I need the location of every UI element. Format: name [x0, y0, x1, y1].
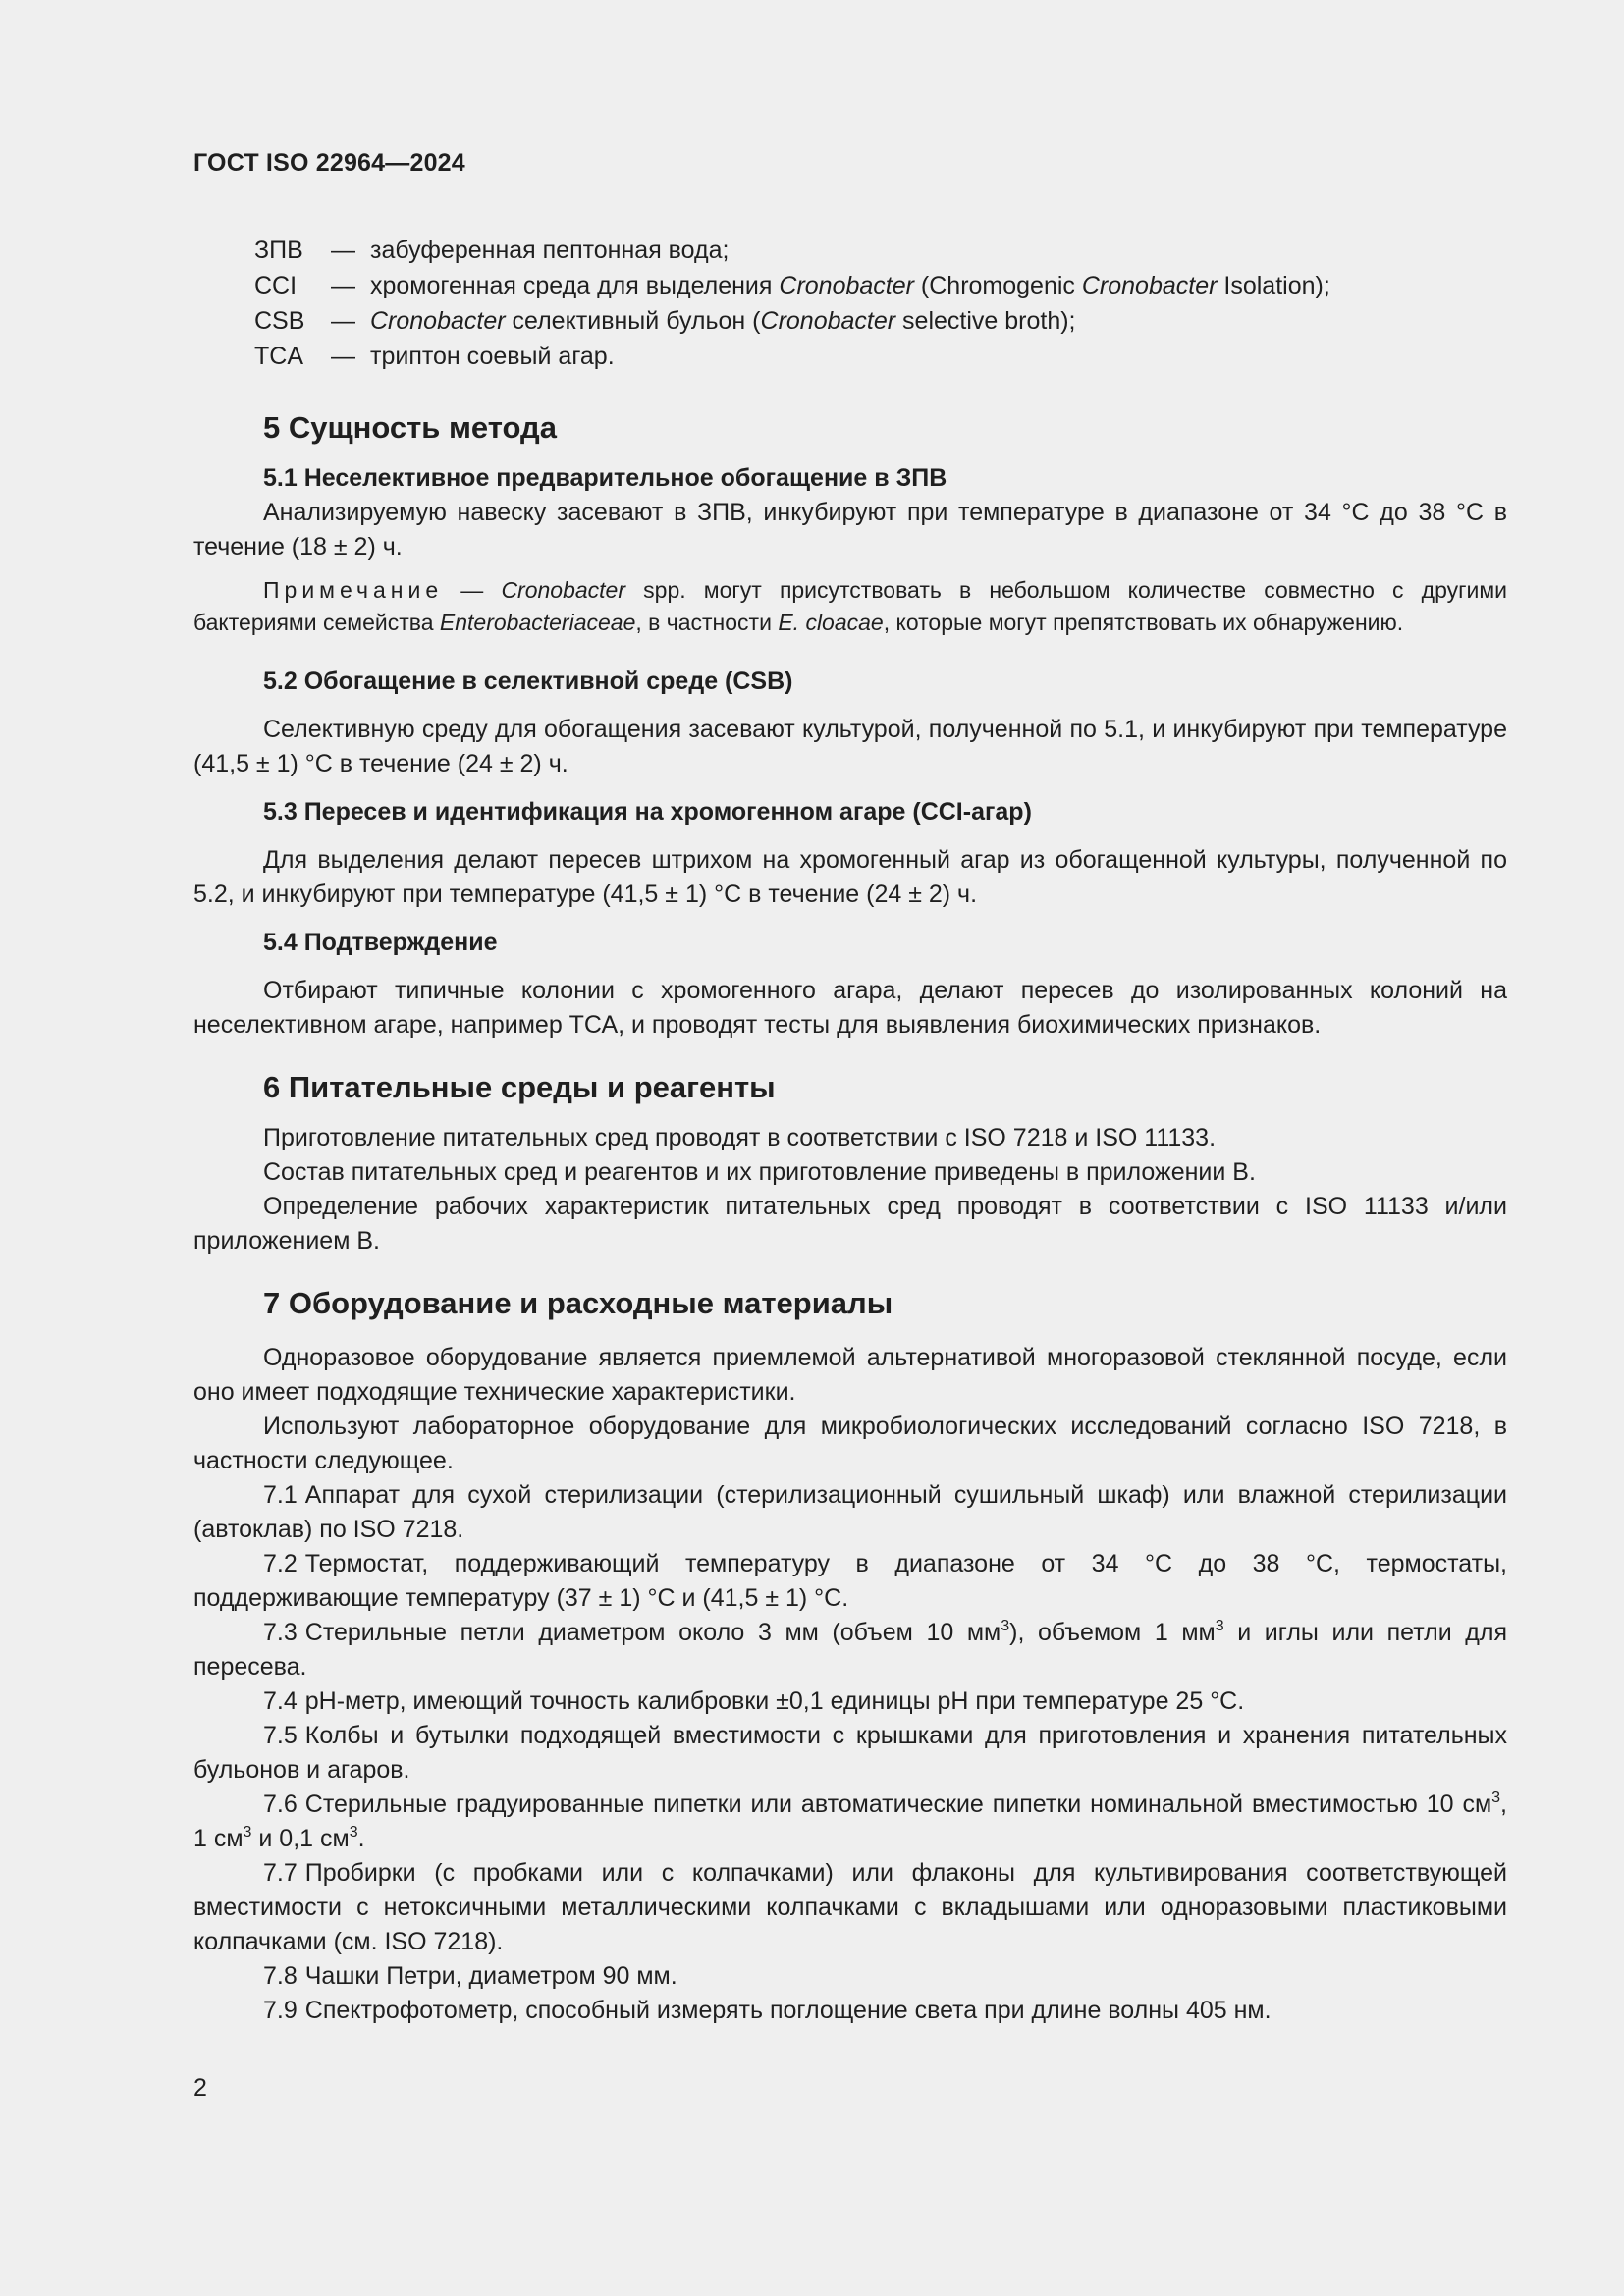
abbreviation-row [254, 304, 1507, 340]
page-number: 2 [193, 2074, 207, 2102]
section-5-2-heading: 5.2 Обогащение в селективной среде (CSB) [263, 667, 793, 695]
item-text: Стерильные петли диаметром около 3 мм (объем 10 мм [304, 1619, 1001, 1646]
text-fragment: , в частности [635, 610, 779, 635]
item-number: 7.3 [263, 1619, 298, 1646]
italic-term: Enterobacteriaceae [439, 610, 636, 635]
section-7-paragraph: Используют лабораторное оборудование для микробиологических исследований согласно ISO 7218, в частности следующее. [193, 1413, 1507, 1474]
item-text: . [357, 1825, 365, 1852]
section-6-heading: 6 Питательные среды и реагенты [263, 1070, 776, 1104]
item-number: 7.7 [263, 1859, 298, 1887]
section-7-heading: 7 Оборудование и расходные материалы [263, 1286, 893, 1320]
abbreviation-list [254, 234, 1507, 375]
abbreviation-term: CSB [254, 307, 305, 335]
item-text: Аппарат для сухой стерилизации (стерилизационный сушильный шкаф) или влажной стерилизации (автоклав) по ISO 7218. [193, 1481, 1507, 1543]
item-number: 7.1 [263, 1481, 298, 1509]
item-text: ), объемом 1 мм [1009, 1619, 1216, 1646]
section-5-1-heading: 5.1 Неселективное предварительное обогащение в ЗПВ [263, 464, 947, 492]
superscript: 3 [1215, 1618, 1224, 1634]
item-text: Термостат, поддерживающий температуру в диапазоне от 34 °С до 38 °С, термостаты, поддерживающие температуру (37 ± 1) °С и (41,5 ± 1) °С. [193, 1550, 1507, 1612]
equipment-item [193, 1478, 1507, 1547]
equipment-item [193, 1684, 1507, 1719]
text-fragment: selective broth); [895, 307, 1076, 335]
abbreviation-term: CCI [254, 272, 298, 299]
item-number: 7.8 [263, 1962, 298, 1990]
abbreviation-definition [370, 304, 1076, 340]
section-6-paragraph: Определение рабочих характеристик питательных сред проводят в соответствии с ISO 11133 и/или приложением В. [193, 1193, 1507, 1255]
italic-term: Cronobacter [760, 307, 896, 335]
section-5-2-text: Селективную среду для обогащения засевают культурой, полученной по 5.1, и инкубируют при температуре (41,5 ± 1) °С в течение (24 ± 2) ч. [193, 716, 1507, 777]
section-5-4-text: Отбирают типичные колонии с хромогенного агара, делают пересев до изолированных колоний на неселективном агаре, например ТСА, и проводят тесты для выявления биохимических признаков. [193, 977, 1507, 1039]
abbreviation-term: TCA [254, 343, 303, 370]
superscript: 3 [243, 1824, 252, 1841]
italic-term: E. cloacae [778, 610, 884, 635]
italic-term: Cronobacter [1081, 272, 1218, 299]
text-fragment: — [443, 577, 502, 603]
abbreviation-row [254, 269, 1507, 304]
text-fragment: хромогенная среда для выделения [370, 272, 780, 299]
superscript: 3 [349, 1824, 358, 1841]
item-text: Чашки Петри, диаметром 90 мм. [304, 1962, 677, 1990]
item-text: Спектрофотометр, способный измерять поглощение света при длине волны 405 нм. [304, 1997, 1272, 2024]
section-6-paragraph: Состав питательных сред и реагентов и их приготовление приведены в приложении В. [263, 1158, 1256, 1186]
note [193, 574, 1507, 639]
section-5-3-text: Для выделения делают пересев штрихом на хромогенный агар из обогащенной культуры, полученной по 5.2, и инкубируют при температуре (41,5 ± 1) °С в течение (24 ± 2) ч. [193, 846, 1507, 908]
item-text: Стерильные градуированные пипетки или автоматические пипетки номинальной вместимостью 10 см [304, 1790, 1492, 1818]
superscript: 3 [1001, 1618, 1010, 1634]
superscript: 3 [1491, 1789, 1501, 1806]
abbreviation-dash: — [331, 272, 355, 299]
equipment-item [193, 1788, 1507, 1856]
abbreviation-dash: — [331, 307, 355, 335]
equipment-item [193, 1856, 1507, 1959]
item-number: 7.6 [263, 1790, 298, 1818]
text-fragment: Isolation); [1217, 272, 1330, 299]
section-5-3-heading: 5.3 Пересев и идентификация на хромогенном агаре (CCI-агар) [263, 798, 1032, 826]
abbreviation-row [254, 340, 1507, 375]
italic-term: Cronobacter [370, 307, 506, 335]
equipment-item [193, 1994, 1507, 2028]
section-6-paragraph: Приготовление питательных сред проводят в соответствии с ISO 7218 и ISO 11133. [263, 1124, 1217, 1151]
item-text: pH-метр, имеющий точность калибровки ±0,1 единицы pH при температуре 25 °С. [304, 1687, 1245, 1715]
section-5-heading: 5 Сущность метода [263, 410, 557, 445]
section-7-paragraph: Одноразовое оборудование является приемлемой альтернативой многоразовой стеклянной посуде, если оно имеет подходящие технические характеристики. [193, 1344, 1507, 1406]
item-text: Колбы и бутылки подходящей вместимости с крышками для приготовления и хранения питательных бульонов и агаров. [193, 1722, 1507, 1784]
item-text: и 0,1 см [251, 1825, 350, 1852]
abbreviation-definition: триптон соевый агар. [370, 343, 615, 370]
equipment-item [193, 1719, 1507, 1788]
abbreviation-dash: — [331, 237, 355, 264]
abbreviation-definition [370, 269, 1330, 304]
item-number: 7.4 [263, 1687, 298, 1715]
item-text: Пробирки (с пробками или с колпачками) или флаконы для культивирования соответствующей вместимости с нетоксичными металлическими колпачками с вкладышами или одноразовыми пластиковыми колпачками (см. ISO 7218). [193, 1859, 1507, 1955]
abbreviation-definition: забуференная пептонная вода; [370, 237, 730, 264]
text-fragment: , которые могут препятствовать их обнаружению. [883, 610, 1404, 635]
item-number: 7.5 [263, 1722, 298, 1749]
note-label: Примечание [263, 577, 444, 603]
document-header: ГОСТ ISO 22964—2024 [193, 149, 465, 177]
abbreviation-dash: — [331, 343, 355, 370]
equipment-item [193, 1959, 1507, 1994]
abbreviation-term: ЗПВ [254, 237, 303, 264]
section-5-1-text: Анализируемую навеску засевают в ЗПВ, инкубируют при температуре в диапазоне от 34 °С до 38 °С в течение (18 ± 2) ч. [193, 499, 1507, 561]
equipment-item [193, 1547, 1507, 1616]
section-5-4-heading: 5.4 Подтверждение [263, 929, 498, 956]
item-text: , 1 см [193, 1790, 1507, 1852]
italic-term: Cronobacter [501, 577, 626, 603]
equipment-item [193, 1616, 1507, 1684]
item-text: и иглы или петли для пересева. [193, 1619, 1507, 1681]
item-number: 7.9 [263, 1997, 298, 2024]
item-number: 7.2 [263, 1550, 298, 1577]
italic-term: Cronobacter [779, 272, 914, 299]
document-body [193, 234, 1507, 2028]
text-fragment: (Chromogenic [913, 272, 1082, 299]
abbreviation-row [254, 234, 1507, 269]
text-fragment: spp. могут присутствовать в небольшом количестве совместно с другими бактериями семейства [193, 577, 1508, 635]
text-fragment: селективный бульон ( [505, 307, 761, 335]
